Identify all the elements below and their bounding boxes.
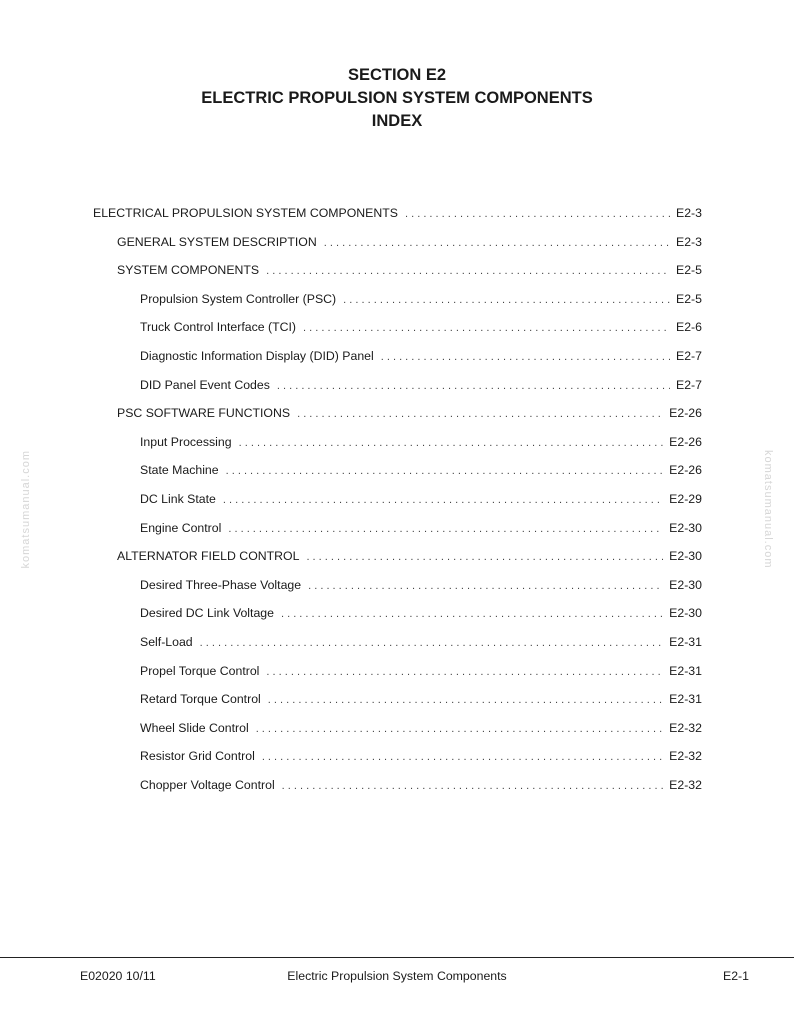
index-heading: INDEX	[371, 112, 423, 130]
toc-dot-leader	[277, 372, 670, 401]
toc-dot-leader	[343, 286, 670, 315]
toc-dot-leader	[381, 343, 670, 372]
toc-entry-label: State Machine	[140, 463, 219, 478]
table-of-contents	[93, 199, 702, 799]
toc-entry-label: Engine Control	[140, 520, 222, 535]
footer-divider	[0, 957, 794, 958]
toc-entry-label: Input Processing	[140, 434, 232, 449]
toc-entry-label: ELECTRICAL PROPULSION SYSTEM COMPONENTS	[93, 206, 398, 220]
toc-entry-page: E2-32	[669, 777, 702, 792]
toc-entry-label: Resistor Grid Control	[140, 749, 255, 764]
toc-entry-label: PSC SOFTWARE FUNCTIONS	[117, 406, 291, 421]
toc-dot-leader	[262, 743, 663, 772]
document-header	[0, 64, 794, 133]
toc-dot-leader	[297, 400, 663, 429]
section-heading: SECTION E2	[347, 66, 447, 84]
toc-dot-leader	[256, 715, 663, 744]
toc-entry	[93, 313, 702, 342]
toc-entry-page: E2-3	[676, 234, 702, 249]
toc-dot-leader	[228, 515, 663, 544]
toc-entry-label: Chopper Voltage Control	[140, 777, 275, 792]
toc-entry-page: E2-26	[669, 434, 702, 449]
toc-entry	[93, 714, 702, 743]
toc-entry	[93, 256, 702, 285]
toc-dot-leader	[268, 686, 663, 715]
toc-entry-page: E2-3	[676, 206, 702, 220]
toc-dot-leader	[303, 314, 670, 343]
toc-entry	[93, 571, 702, 600]
toc-entry-label: Propulsion System Controller (PSC)	[140, 291, 337, 306]
toc-dot-leader	[405, 200, 670, 229]
toc-entry-page: E2-30	[669, 549, 702, 564]
toc-entry-page: E2-26	[669, 406, 702, 421]
toc-dot-leader	[281, 600, 663, 629]
toc-entry	[93, 371, 702, 400]
footer-doc-code: E02020 10/11	[80, 969, 156, 983]
toc-entry-label: Truck Control Interface (TCI)	[140, 320, 297, 335]
footer-page-number: E2-1	[723, 969, 749, 983]
toc-entry	[93, 685, 702, 714]
toc-entry	[93, 485, 702, 514]
toc-entry-page: E2-7	[676, 348, 702, 363]
toc-entry-label: Desired DC Link Voltage	[140, 606, 274, 621]
toc-entry-page: E2-6	[676, 320, 702, 335]
toc-entry	[93, 514, 702, 543]
toc-dot-leader	[226, 457, 664, 486]
toc-entry-page: E2-32	[669, 720, 702, 735]
document-title: ELECTRIC PROPULSION SYSTEM COMPONENTS	[201, 89, 593, 107]
toc-entry	[93, 542, 702, 571]
watermark-left: komatsumanual.com	[20, 450, 32, 569]
toc-entry	[93, 628, 702, 657]
toc-dot-leader	[200, 629, 664, 658]
toc-entry	[93, 228, 702, 257]
toc-dot-leader	[266, 658, 663, 687]
toc-dot-leader	[266, 257, 670, 286]
toc-dot-leader	[239, 429, 664, 458]
toc-entry	[93, 199, 702, 228]
toc-entry-label: Retard Torque Control	[140, 692, 261, 707]
toc-entry-page: E2-30	[669, 606, 702, 621]
toc-dot-leader	[282, 772, 664, 801]
toc-dot-leader	[308, 572, 663, 601]
toc-entry-page: E2-31	[669, 663, 702, 678]
toc-entry	[93, 428, 702, 457]
toc-dot-leader	[306, 543, 663, 572]
toc-entry	[93, 657, 702, 686]
watermark-right: komatsumanual.com	[762, 450, 774, 569]
toc-entry-page: E2-7	[676, 377, 702, 392]
toc-entry-page: E2-30	[669, 520, 702, 535]
footer-title: Electric Propulsion System Components	[287, 969, 507, 983]
toc-entry	[93, 742, 702, 771]
toc-entry	[93, 771, 702, 800]
toc-entry-label: DID Panel Event Codes	[140, 377, 270, 392]
toc-entry-label: Diagnostic Information Display (DID) Panel	[140, 348, 374, 363]
toc-entry-label: Desired Three-Phase Voltage	[140, 577, 302, 592]
toc-entry	[93, 599, 702, 628]
toc-entry-label: ALTERNATOR FIELD CONTROL	[117, 549, 300, 564]
toc-entry-page: E2-31	[669, 634, 702, 649]
toc-entry	[93, 456, 702, 485]
toc-entry-page: E2-30	[669, 577, 702, 592]
toc-entry	[93, 285, 702, 314]
toc-entry	[93, 399, 702, 428]
toc-dot-leader	[223, 486, 663, 515]
toc-entry-page: E2-5	[676, 291, 702, 306]
toc-entry-label: SYSTEM COMPONENTS	[117, 263, 260, 278]
toc-entry	[93, 342, 702, 371]
toc-entry-label: GENERAL SYSTEM DESCRIPTION	[117, 234, 317, 249]
toc-entry-page: E2-29	[669, 491, 702, 506]
toc-entry-page: E2-5	[676, 263, 702, 278]
toc-entry-page: E2-32	[669, 749, 702, 764]
toc-entry-label: Wheel Slide Control	[140, 720, 249, 735]
toc-dot-leader	[324, 229, 670, 258]
toc-entry-page: E2-31	[669, 692, 702, 707]
toc-entry-label: Propel Torque Control	[140, 663, 260, 678]
toc-entry-label: Self-Load	[140, 634, 193, 649]
toc-entry-page: E2-26	[669, 463, 702, 478]
toc-entry-label: DC Link State	[140, 491, 216, 506]
